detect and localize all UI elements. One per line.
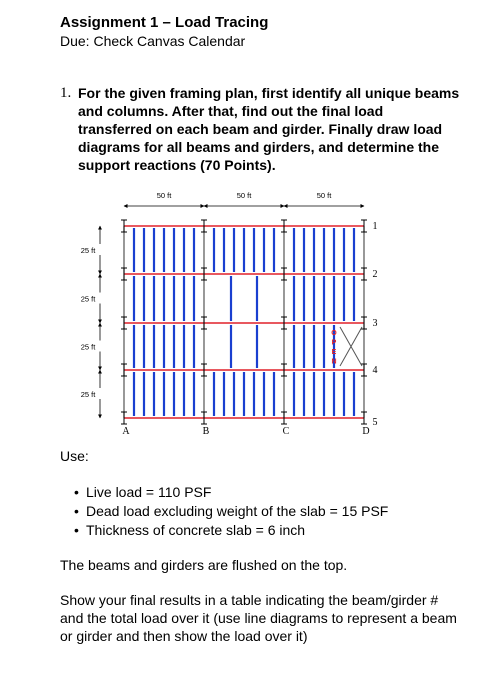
opening-letter: P [331,339,337,347]
row-label: 5 [372,417,378,428]
top-dimension-label: 50 ft [316,191,332,200]
side-dimension-label: 25 ft [80,342,96,352]
question-number: 1. [60,85,72,101]
column-label: C [282,426,290,437]
question-1 [60,84,460,174]
row-label: 4 [372,365,378,376]
list-item-live-load: • Live load = 110 PSF [74,483,388,502]
top-dimension-label: 50 ft [156,191,172,200]
due-date: Due: Check Canvas Calendar [60,33,246,49]
column-label: D [362,426,370,437]
framing-plan [60,182,380,442]
opening-letter: O [331,330,337,337]
row-label: 2 [372,269,378,280]
list-item-slab-thickness: • Thickness of concrete slab = 6 inch [74,521,388,540]
question-text: For the given framing plan, first identify all unique beams and columns. After that, find out the final load transferred on each beam and girder. Finally draw load diagrams for all beams and girders, and determine the support reactions (70 Points). [78,85,460,173]
opening-letter: E [331,349,337,356]
load-list [74,483,388,540]
side-dimension-label: 25 ft [80,246,96,255]
flushed-note: The beams and girders are flushed on the top. [60,557,348,573]
final-instructions: Show your final results in a table indicating the beam/girder # and the total load over it (use line diagrams to represent a beam or girder and then show the load over it) [60,592,457,644]
column-label: B [202,426,210,437]
assignment-title: Assignment 1 – Load Tracing [60,14,269,31]
use-heading: Use: [60,448,89,464]
column-label: A [122,426,130,437]
row-label: 3 [372,318,378,329]
side-dimension-label: 25 ft [80,294,96,304]
opening-letter: N [331,358,337,366]
side-dimension-label: 25 ft [80,390,96,399]
row-label: 1 [372,221,378,232]
list-item-dead-load: • Dead load excluding weight of the slab = 15 PSF [74,502,388,521]
top-dimension-label: 50 ft [236,191,252,200]
